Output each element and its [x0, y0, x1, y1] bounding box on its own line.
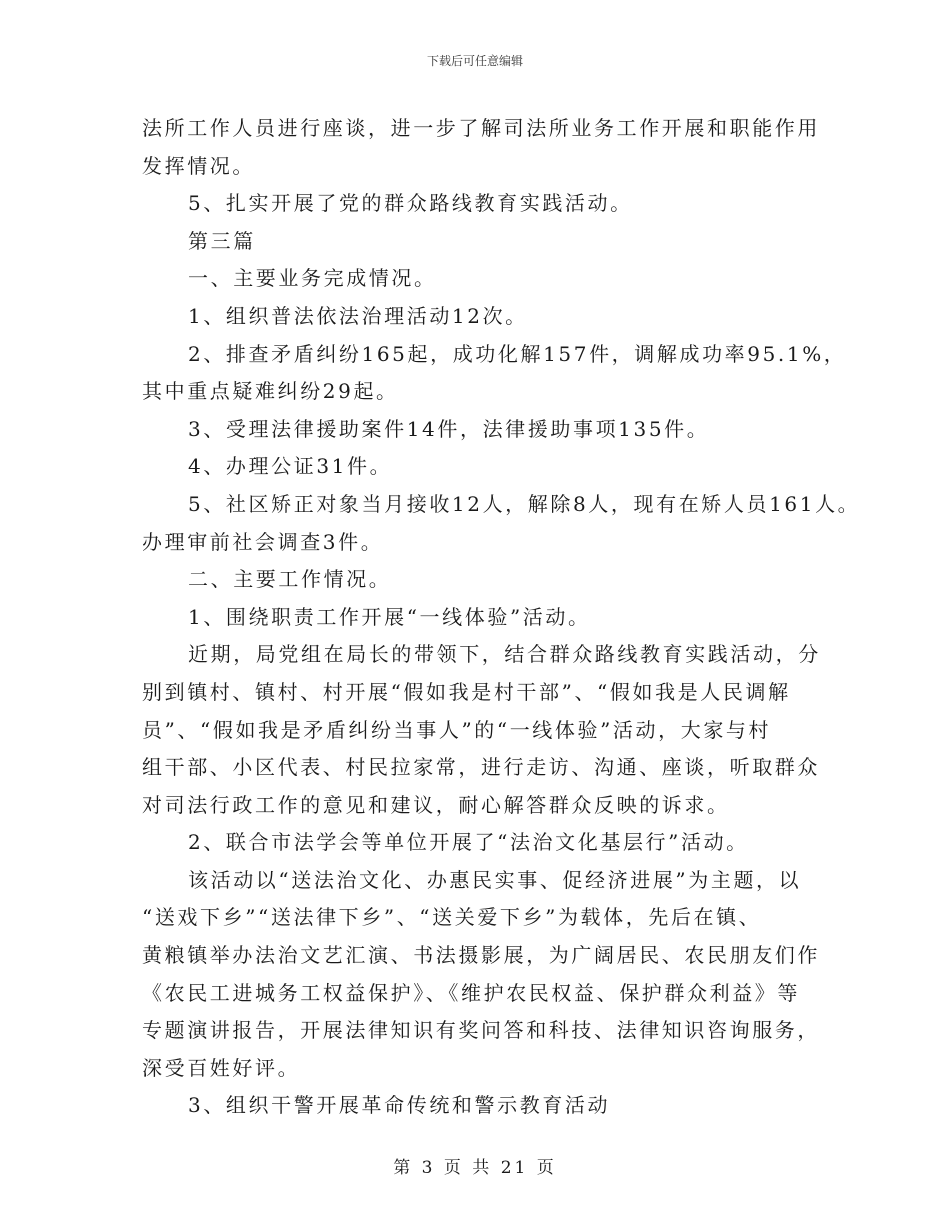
body-line: 3、受理法律援助案件14件，法律援助事项135件。 [188, 416, 710, 441]
body-line: 该活动以“送法治文化、办惠民实事、促经济进展”为主题，以 [188, 867, 802, 892]
body-line: 近期，局党组在局长的带领下，结合群众路线教育实践活动，分 [188, 642, 821, 667]
body-line: 别到镇村、镇村、村开展“假如我是村干部”、“假如我是人民调解 [142, 679, 791, 704]
body-line: 2、联合市法学会等单位开展了“法治文化基层行”活动。 [188, 830, 749, 855]
body-line: 4、办理公证31件。 [188, 454, 393, 479]
body-line: 法所工作人员进行座谈，进一步了解司法所业务工作开展和职能作用 [142, 116, 820, 140]
body-line: 办理审前社会调查3件。 [142, 529, 384, 554]
section-heading: 一、主要业务完成情况。 [188, 266, 437, 291]
body-line: 对司法行政工作的意见和建议，耐心解答群众反映的诉求。 [142, 792, 730, 817]
body-line: 3、组织干警开展革命传统和警示教育活动 [188, 1093, 611, 1118]
body-line: 专题演讲报告，开展法律知识有奖问答和科技、法律知识咨询服务， [142, 1018, 820, 1043]
body-line: 其中重点疑难纠纷29起。 [142, 379, 399, 404]
page-footer: 第 3 页 共 21 页 [393, 1158, 557, 1178]
body-line: 发挥情况。 [142, 153, 255, 178]
body-line: 5、社区矫正对象当月接收12人，解除8人，现有在矫人员161人。 [188, 491, 861, 516]
page-header: 下载后可任意编辑 [426, 54, 523, 68]
section-heading: 第三篇 [188, 228, 256, 253]
document-body [142, 110, 861, 1125]
body-line: 员”、“假如我是矛盾纠纷当事人”的“一线体验”活动，大家与村 [142, 717, 772, 742]
body-line: 组干部、小区代表、村民拉家常，进行走访、沟通、座谈，听取群众 [142, 755, 820, 780]
body-line: 1、组织普法依法治理活动12次。 [188, 303, 528, 328]
body-line: “送戏下乡”“送法律下乡”、“送关爱下乡”为载体，先后在镇、 [142, 905, 762, 930]
section-heading: 二、主要工作情况。 [188, 567, 392, 592]
body-line: 5、扎实开展了党的群众路线教育实践活动。 [188, 191, 633, 216]
body-line: 1、围绕职责工作开展“一线体验”活动。 [188, 604, 591, 629]
body-line: 深受百姓好评。 [142, 1055, 301, 1080]
body-line: 《农民工进城务工权益保护》、《维护农民权益、保护群众利益》等 [142, 980, 800, 1005]
body-line: 2、排查矛盾纠纷165起，成功化解157件，调解成功率95.1%， [188, 341, 847, 366]
body-line: 黄粮镇举办法治文艺汇演、书法摄影展，为广阔居民、农民朋友们作 [142, 943, 820, 968]
